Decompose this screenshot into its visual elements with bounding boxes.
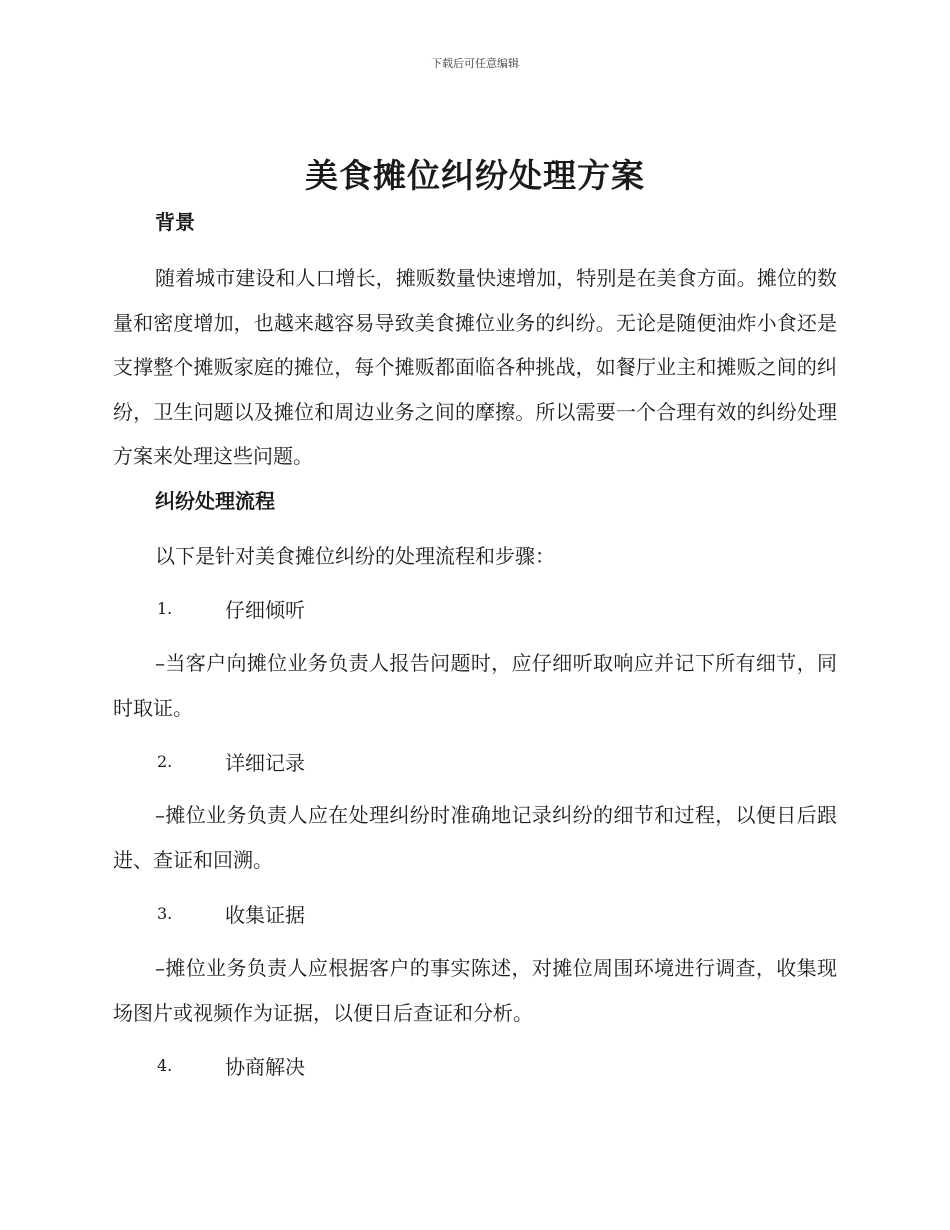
step-description: –摊位业务负责人应在处理纠纷时准确地记录纠纷的细节和过程，以便日后跟进、查证和回溯。 xyxy=(113,803,837,872)
section-heading-background: 背景 xyxy=(155,210,195,234)
header-note: 下载后可任意编辑 xyxy=(431,57,519,70)
step-title: 协商解决 xyxy=(225,1055,305,1079)
step-title: 详细记录 xyxy=(225,751,305,775)
section-heading-process: 纠纷处理流程 xyxy=(155,489,275,513)
step-number: 4. xyxy=(157,1056,173,1075)
step-title: 收集证据 xyxy=(225,903,305,927)
step-number: 1. xyxy=(157,599,173,618)
step-title: 仔细倾听 xyxy=(225,598,305,622)
document-title: 美食摊位纠纷处理方案 xyxy=(305,156,645,195)
step-number: 2. xyxy=(157,752,173,771)
step-number: 3. xyxy=(157,904,173,923)
background-paragraph: 随着城市建设和人口增长，摊贩数量快速增加，特别是在美食方面。摊位的数量和密度增加，也越来越容易导致美食摊位业务的纠纷。无论是随便油炸小食还是支撑整个摊贩家庭的摊位，每个摊贩都面临各种挑战，如餐厅业主和摊贩之间的纠纷，卫生问题以及摊位和周边业务之间的摩擦。所以需要一个合理有效的纠纷处理方案来处理这些问题。 xyxy=(113,266,837,468)
step-description: –当客户向摊位业务负责人报告问题时，应仔细听取响应并记下所有细节，同时取证。 xyxy=(113,651,837,720)
process-intro: 以下是针对美食摊位纠纷的处理流程和步骤： xyxy=(155,544,555,568)
step-description: –摊位业务负责人应根据客户的事实陈述，对摊位周围环境进行调查，收集现场图片或视频作为证据，以便日后查证和分析。 xyxy=(113,956,837,1025)
